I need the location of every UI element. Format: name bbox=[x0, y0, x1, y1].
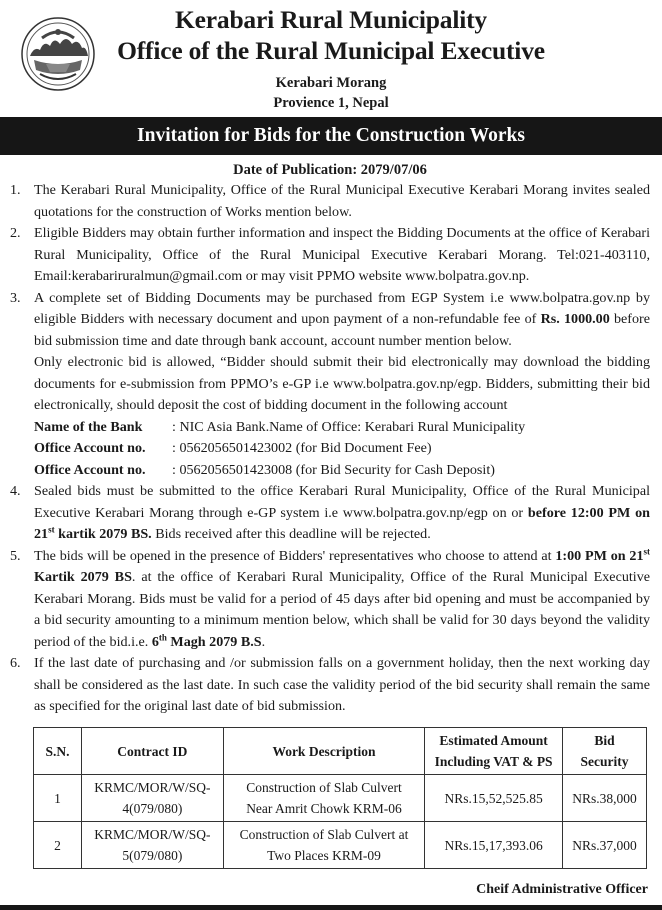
header-work-description: Work Description bbox=[223, 728, 424, 775]
submission-deadline: before 12:00 PM on 21st kartik 2079 BS. bbox=[34, 504, 650, 542]
account-label: Office Account no. bbox=[34, 440, 146, 456]
clause-text: Bids received after this deadline will be rejected. bbox=[151, 526, 431, 542]
security-account-row bbox=[34, 460, 650, 482]
cell-work-description: Construction of Slab Culvert at Two Places KRM-09 bbox=[223, 822, 424, 869]
account-value: : 0562056501423008 (for Bid Security for Cash Deposit) bbox=[172, 461, 495, 478]
account-label: Office Account no. bbox=[34, 461, 146, 478]
office-name: Office of the Rural Municipal Executive bbox=[117, 36, 545, 65]
table-row bbox=[34, 822, 647, 869]
cell-contract-id: KRMC/MOR/W/SQ- 4(079/080) bbox=[81, 775, 223, 822]
notice-body bbox=[10, 160, 650, 718]
document-fee: Rs. 1000.00 bbox=[540, 311, 610, 327]
clause-text: . at the office of Kerabari Rural Municipality, Office of the Rural Municipal Executive Kerabari Morang. Bids must be valid for a period of 45 days after bid opening and must be accompanied by a bid security amounting to a minimum mention below, which shall be valid for 30 days beyond the validity period of the bid.i.e. bbox=[34, 569, 651, 650]
cell-sn: 2 bbox=[34, 822, 82, 869]
electronic-bid-text: Only electronic bid is allowed, “Bidder should submit their bid electronically may download the bidding documents for e-submission from PPMO’s e-GP i.e www.bolpatra.gov.np/egp. Bidders, submitting their bid electronically, should deposit the cost of bidding document in the following account bbox=[34, 354, 650, 413]
cell-estimated-amount: NRs.15,52,525.85 bbox=[425, 775, 563, 822]
signatory: Cheif Administrative Officer bbox=[476, 882, 648, 897]
table-header-row bbox=[34, 728, 647, 775]
publication-date: Date of Publication: 2079/07/06 bbox=[233, 162, 427, 178]
account-label: Name of the Bank bbox=[34, 418, 143, 435]
table-row bbox=[34, 775, 647, 822]
clause-number: 4. bbox=[10, 483, 21, 499]
clause-text: . bbox=[261, 633, 266, 650]
clause-text: before bid submission time and date through bank account, account number mention below. bbox=[34, 311, 650, 349]
clause-number: 6. bbox=[10, 655, 21, 671]
clause-text: Eligible Bidders may obtain further information and inspect the Bidding Documents at the office of Kerabari Rural Municipality, Office of the Rural Municipal Executive Kerabari Morang. Tel:021-403110, Email:kerabariruralmun@gmail.com or may visit PPMO website www.bolpatra.gov.np. bbox=[34, 225, 650, 284]
account-value: : NIC Asia Bank.Name of Office: Kerabari Rural Municipality bbox=[172, 418, 526, 435]
account-value: : 0562056501423002 (for Bid Document Fee) bbox=[172, 440, 432, 456]
validity-date: 6th Magh 2079 B.S bbox=[151, 631, 262, 650]
clause-number: 2. bbox=[10, 225, 21, 241]
opening-time: 1:00 PM on 21st Kartik 2079 BS bbox=[34, 545, 650, 585]
clause-text: A complete set of Bidding Documents may be purchased from EGP System i.e www.bolpatra.gov.np by eligible Bidders with necessary document and upon payment of a non-refundable fee of bbox=[34, 289, 650, 327]
cell-work-description: Construction of Slab Culvert Near Amrit Chowk KRM-06 bbox=[223, 775, 424, 822]
cell-estimated-amount: NRs.15,17,393.06 bbox=[425, 822, 563, 869]
cell-sn: 1 bbox=[34, 775, 82, 822]
clause-number: 1. bbox=[10, 182, 21, 198]
cell-contract-id: KRMC/MOR/W/SQ- 5(079/080) bbox=[81, 822, 223, 869]
fee-account-row bbox=[34, 438, 650, 460]
works-table bbox=[33, 727, 647, 869]
clause-text: Sealed bids must be submitted to the office Kerabari Rural Municipality, Office of the Rural Municipal Executive Kerabari Morang through e-GP system i.e www.bolpatra.gov.np/egp on or bbox=[34, 483, 650, 521]
clause-text: The bids will be opened in the presence of Bidders' representatives who choose to attend at bbox=[34, 547, 556, 564]
header-estimated-amount: Estimated Amount Including VAT & PS bbox=[425, 728, 563, 775]
clause-5 bbox=[10, 546, 650, 654]
letterhead bbox=[0, 0, 662, 116]
address-line-1: Kerabari Morang bbox=[275, 75, 387, 91]
clause-1 bbox=[10, 180, 650, 223]
clause-4 bbox=[10, 481, 650, 546]
header-sn: S.N. bbox=[34, 728, 82, 775]
clause-6 bbox=[10, 653, 650, 718]
notice-title-banner: Invitation for Bids for the Construction Works bbox=[0, 117, 662, 155]
address-line-2: Provience 1, Nepal bbox=[273, 95, 389, 111]
clause-2 bbox=[10, 223, 650, 288]
clause-number: 3. bbox=[10, 289, 21, 306]
bottom-rule bbox=[0, 905, 662, 910]
cell-bid-security: NRs.37,000 bbox=[563, 822, 647, 869]
clause-number: 5. bbox=[10, 547, 21, 564]
municipality-name: Kerabari Rural Municipality bbox=[175, 5, 487, 34]
header-contract-id: Contract ID bbox=[81, 728, 223, 775]
bank-name-row bbox=[34, 417, 650, 439]
clause-text: The Kerabari Rural Municipality, Office of the Rural Municipal Executive Kerabari Morang invites sealed quotations for the construction of Works mention below. bbox=[34, 182, 650, 220]
clause-text: If the last date of purchasing and /or submission falls on a government holiday, then the next working day shall be considered as the last date. In such case the validity period of the bid security shall remain the same as specified for the original last date of bid submission. bbox=[34, 655, 650, 714]
cell-bid-security: NRs.38,000 bbox=[563, 775, 647, 822]
clause-3 bbox=[10, 288, 650, 482]
header-bid-security: Bid Security bbox=[563, 728, 647, 775]
